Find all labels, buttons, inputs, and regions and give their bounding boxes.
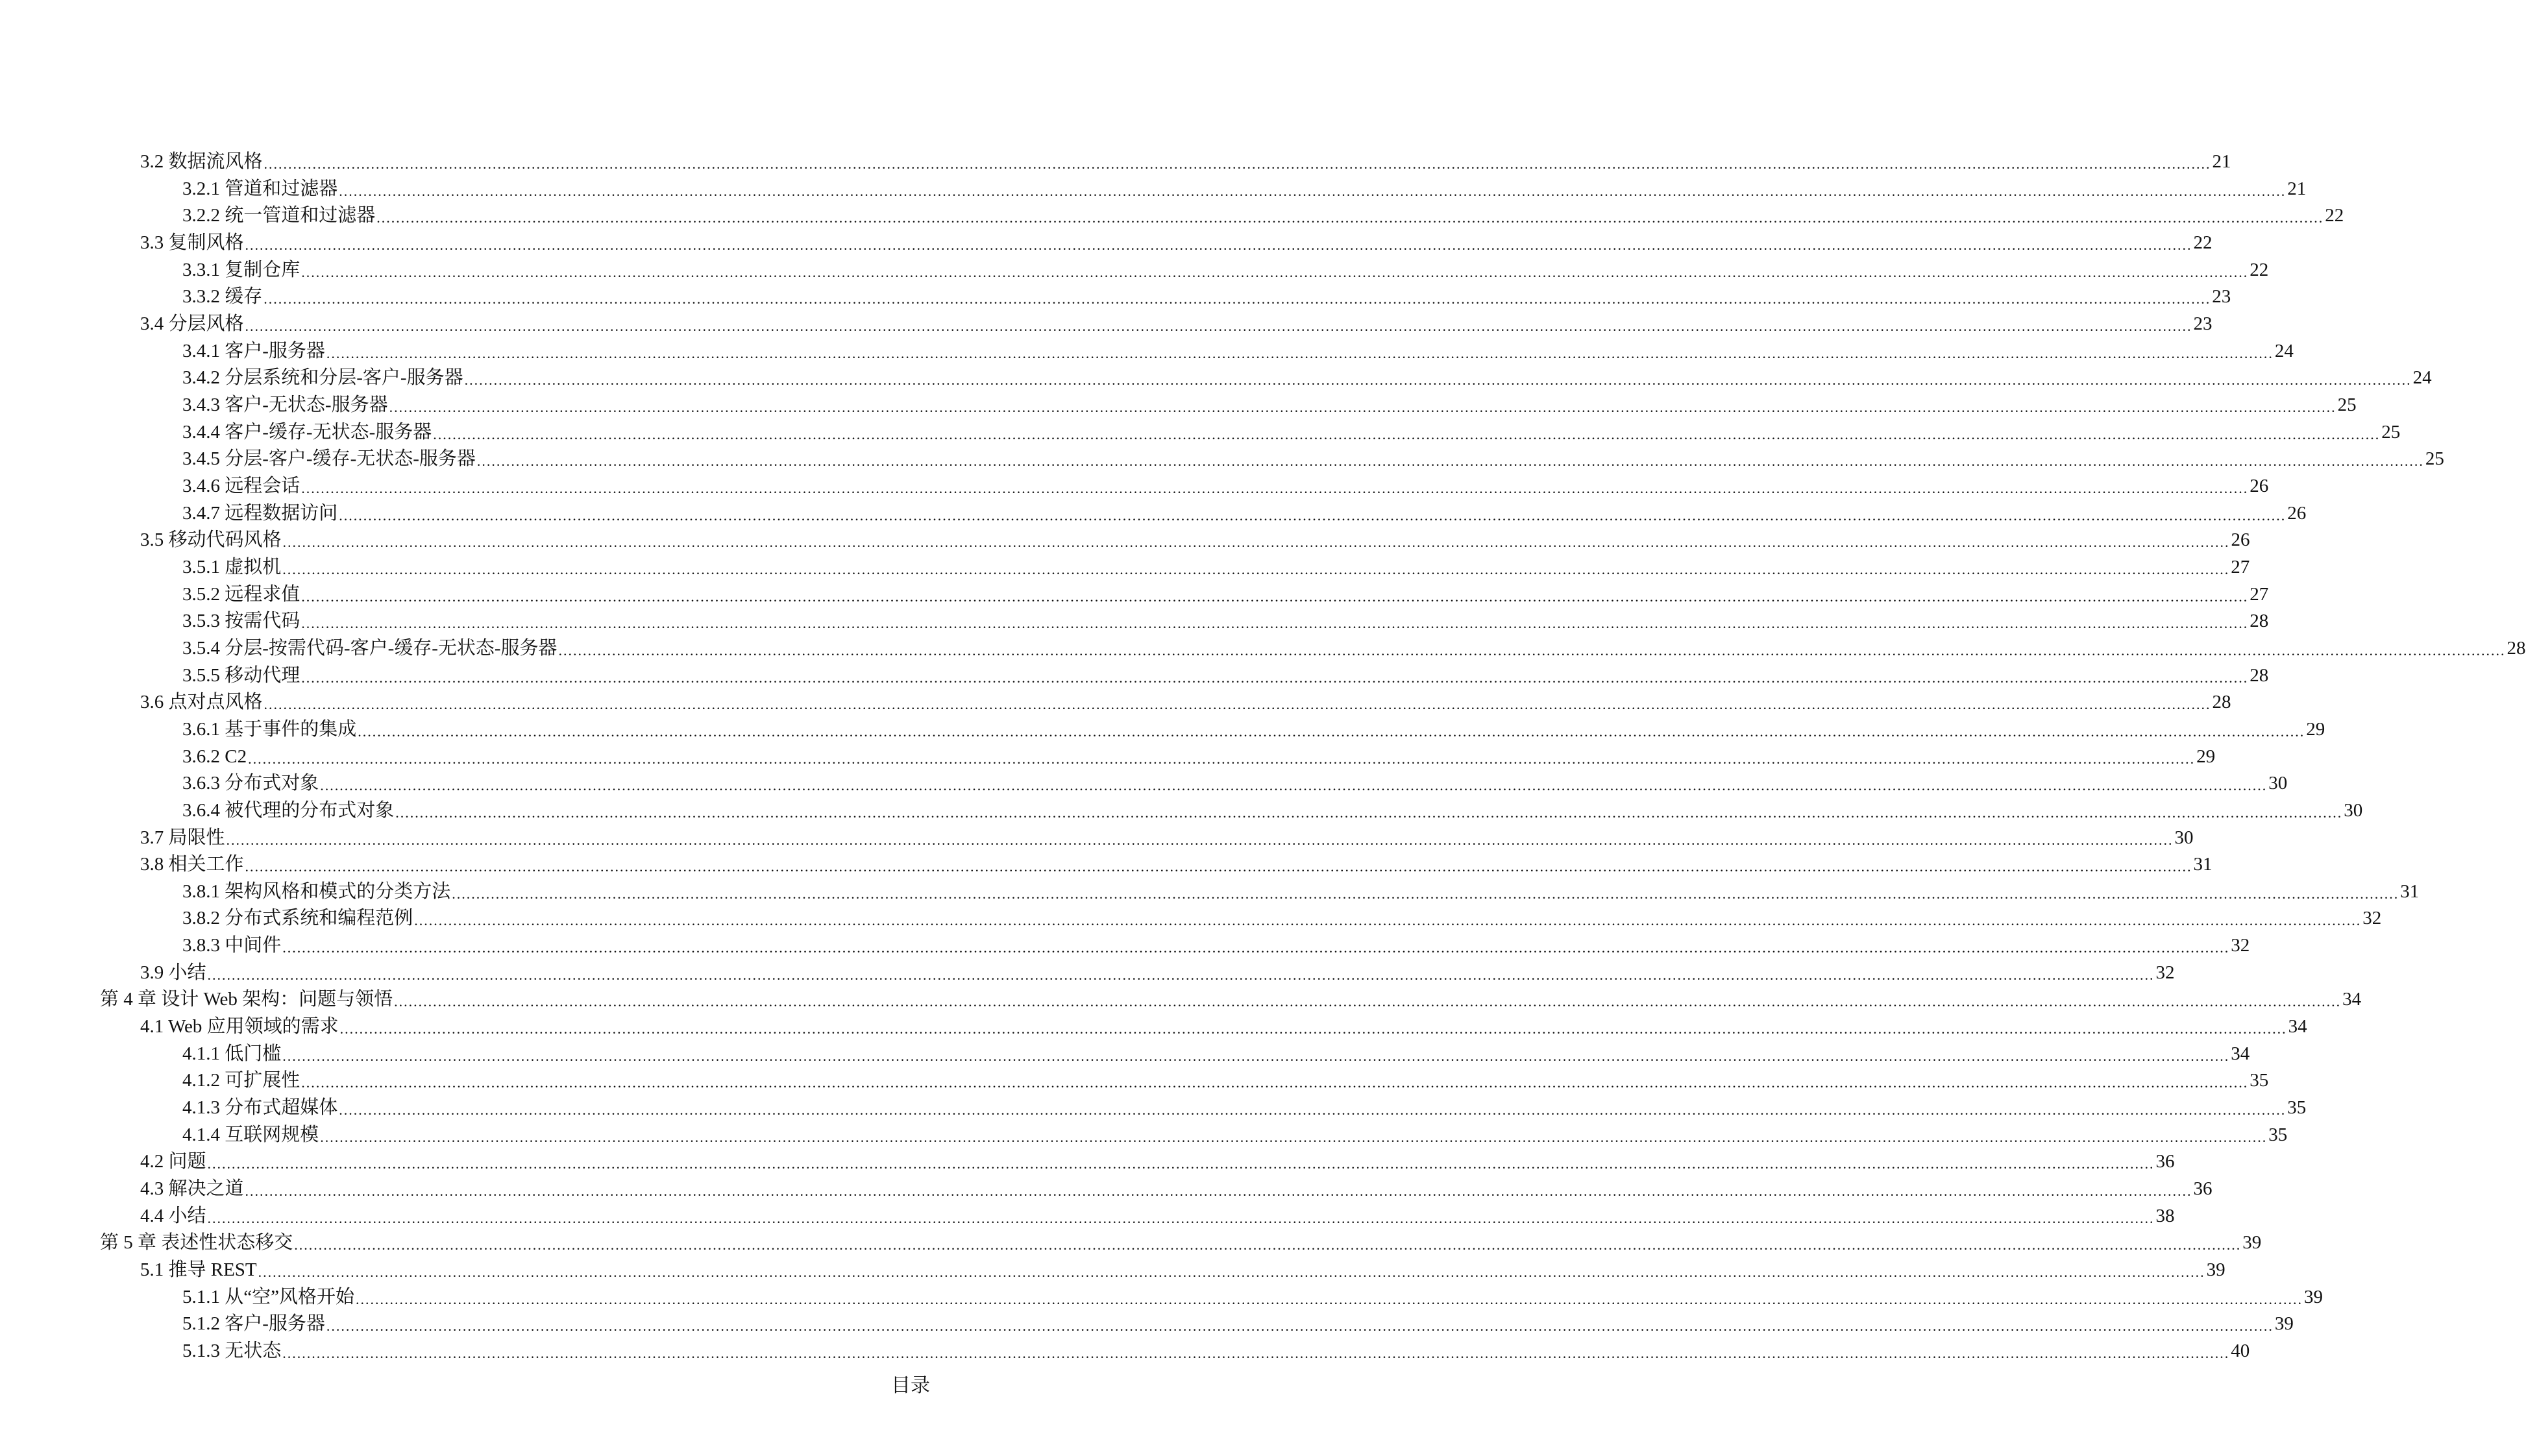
toc-entry[interactable]: [182, 581, 2269, 608]
toc-entry[interactable]: [140, 959, 2175, 986]
toc-entry-title: 5.1.3 无状态: [182, 1341, 282, 1362]
toc-entry-title: 3.5.3 按需代码: [182, 611, 300, 632]
dot-leader: ................................................................................................................................................................................................................................................................................................................................................................................................................: [245, 236, 2192, 253]
toc-entry-page-number: 39: [2206, 1259, 2226, 1281]
dot-leader: ................................................................................................................................................................................................................................................................................................................................................................................................................: [248, 750, 2196, 767]
toc-entry[interactable]: [182, 1067, 2269, 1094]
toc-entry-page-number: 23: [2212, 286, 2231, 308]
toc-entry-page-number: 29: [2196, 746, 2216, 767]
toc-entry[interactable]: [182, 743, 2216, 770]
toc-entry-title: 3.4.6 远程会话: [182, 475, 300, 496]
dot-leader: ................................................................................................................................................................................................................................................................................................................................................................................................................: [326, 1318, 2274, 1335]
toc-entry-title: 3.4.5 分层-客户-缓存-无状态-服务器: [182, 448, 476, 470]
dot-leader: ................................................................................................................................................................................................................................................................................................................................................................................................................: [207, 966, 2155, 983]
toc-entry-page-number: 21: [2287, 178, 2307, 199]
toc-entry-title: 3.4.1 客户-服务器: [182, 340, 325, 361]
toc-entry[interactable]: [182, 1040, 2250, 1067]
toc-entry[interactable]: [100, 986, 2362, 1013]
toc-entry[interactable]: [182, 175, 2307, 202]
dot-leader: ................................................................................................................................................................................................................................................................................................................................................................................................................: [301, 1074, 2249, 1091]
toc-entry-page-number: 30: [2344, 799, 2363, 821]
dot-leader: ................................................................................................................................................................................................................................................................................................................................................................................................................: [356, 1291, 2303, 1307]
toc-entry-title: 3.6.1 基于事件的集成: [182, 718, 357, 740]
toc-entry-title: 4.1.4 互联网规模: [182, 1124, 319, 1145]
toc-entry-title: 第 5 章 表述性状态移交: [100, 1232, 293, 1254]
toc-entry-title: 3.3.1 复制仓库: [182, 259, 300, 280]
toc-entry-page-number: 35: [2268, 1124, 2288, 1145]
dot-leader: ................................................................................................................................................................................................................................................................................................................................................................................................................: [433, 426, 2381, 443]
dot-leader: ................................................................................................................................................................................................................................................................................................................................................................................................................: [301, 588, 2249, 605]
dot-leader: ................................................................................................................................................................................................................................................................................................................................................................................................................: [339, 507, 2287, 524]
dot-leader: ................................................................................................................................................................................................................................................................................................................................................................................................................: [264, 291, 2211, 308]
toc-entry-title: 3.2.2 统一管道和过滤器: [182, 205, 376, 226]
toc-entry[interactable]: [182, 283, 2231, 310]
dot-leader: ................................................................................................................................................................................................................................................................................................................................................................................................................: [282, 534, 2230, 551]
toc-entry[interactable]: [182, 1121, 2288, 1148]
toc-entry-title: 3.4 分层风格: [140, 313, 244, 334]
toc-entry-title: 3.6.2 C2: [182, 746, 247, 767]
toc-entry[interactable]: [140, 148, 2231, 175]
toc-entry-page-number: 39: [2242, 1232, 2262, 1254]
toc-entry[interactable]: [182, 391, 2357, 419]
toc-entry-page-number: 36: [2155, 1151, 2175, 1172]
toc-entry[interactable]: [182, 1283, 2323, 1311]
dot-leader: ................................................................................................................................................................................................................................................................................................................................................................................................................: [301, 263, 2249, 280]
toc-entry[interactable]: [182, 419, 2401, 446]
toc-entry-page-number: 22: [2250, 259, 2269, 280]
toc-entry-title: 3.4.7 远程数据访问: [182, 502, 338, 524]
toc-entry[interactable]: [140, 526, 2250, 553]
dot-leader: ................................................................................................................................................................................................................................................................................................................................................................................................................: [452, 885, 2399, 902]
toc-entry-title: 5.1.2 客户-服务器: [182, 1313, 325, 1335]
toc-entry-page-number: 32: [2362, 908, 2382, 929]
toc-entry-title: 3.6.4 被代理的分布式对象: [182, 799, 395, 821]
toc-entry-page-number: 30: [2268, 773, 2288, 794]
toc-entry-page-number: 22: [2193, 232, 2213, 253]
toc-entry[interactable]: [182, 256, 2269, 284]
toc-entry-title: 3.8 相关工作: [140, 854, 244, 875]
toc-entry-title: 5.1.1 从“空”风格开始: [182, 1286, 354, 1307]
dot-leader: ................................................................................................................................................................................................................................................................................................................................................................................................................: [301, 479, 2249, 496]
toc-entry-title: 4.1.1 低门槛: [182, 1043, 282, 1064]
toc-entry-page-number: 22: [2325, 205, 2344, 226]
toc-entry-title: 3.6.3 分布式对象: [182, 773, 319, 794]
toc-entry[interactable]: [182, 904, 2382, 932]
dot-leader: ................................................................................................................................................................................................................................................................................................................................................................................................................: [294, 1237, 2242, 1254]
toc-entry-title: 4.2 问题: [140, 1151, 206, 1172]
toc-entry-title: 第 4 章 设计 Web 架构：问题与领悟: [100, 989, 393, 1010]
dot-leader: ................................................................................................................................................................................................................................................................................................................................................................................................................: [245, 317, 2192, 334]
dot-leader: ................................................................................................................................................................................................................................................................................................................................................................................................................: [207, 1156, 2155, 1172]
toc-entry-title: 3.8.3 中间件: [182, 935, 282, 956]
toc-entry-title: 3.5 移动代码风格: [140, 529, 282, 551]
toc-entry[interactable]: [182, 500, 2307, 527]
toc-entry[interactable]: [182, 364, 2432, 391]
toc-entry[interactable]: [182, 635, 2526, 662]
toc-entry-page-number: 32: [2231, 935, 2250, 956]
dot-leader: ................................................................................................................................................................................................................................................................................................................................................................................................................: [476, 453, 2424, 470]
dot-leader: ................................................................................................................................................................................................................................................................................................................................................................................................................: [464, 372, 2412, 389]
toc-entry[interactable]: [182, 553, 2250, 581]
toc-entry-page-number: 35: [2250, 1070, 2269, 1091]
toc-entry[interactable]: [182, 472, 2269, 500]
toc-entry-title: 3.4.2 分层系统和分层-客户-服务器: [182, 367, 463, 389]
toc-entry-page-number: 31: [2193, 854, 2213, 875]
dot-leader: ................................................................................................................................................................................................................................................................................................................................................................................................................: [301, 615, 2249, 632]
toc-entry-title: 3.3.2 缓存: [182, 286, 263, 308]
dot-leader: ................................................................................................................................................................................................................................................................................................................................................................................................................: [339, 1021, 2287, 1037]
dot-leader: ................................................................................................................................................................................................................................................................................................................................................................................................................: [395, 804, 2343, 821]
dot-leader: ................................................................................................................................................................................................................................................................................................................................................................................................................: [414, 912, 2362, 929]
toc-entry-title: 3.5.1 虚拟机: [182, 556, 282, 577]
toc-entry[interactable]: [140, 824, 2194, 851]
dot-leader: ................................................................................................................................................................................................................................................................................................................................................................................................................: [245, 1183, 2192, 1200]
toc-entry[interactable]: [140, 1013, 2307, 1040]
toc-entry[interactable]: [140, 851, 2213, 878]
toc-entry[interactable]: [182, 878, 2420, 905]
toc-entry[interactable]: [182, 607, 2269, 635]
dot-leader: ................................................................................................................................................................................................................................................................................................................................................................................................................: [282, 1345, 2230, 1362]
toc-entry-page-number: 35: [2287, 1097, 2307, 1119]
toc-entry-title: 3.4.4 客户-缓存-无状态-服务器: [182, 421, 432, 443]
toc-entry[interactable]: [182, 716, 2325, 743]
dot-leader: ................................................................................................................................................................................................................................................................................................................................................................................................................: [282, 940, 2230, 956]
dot-leader: ................................................................................................................................................................................................................................................................................................................................................................................................................: [339, 1102, 2287, 1119]
toc-entry[interactable]: [182, 445, 2444, 472]
dot-leader: ................................................................................................................................................................................................................................................................................................................................................................................................................: [339, 182, 2287, 199]
toc-entry[interactable]: [182, 932, 2250, 959]
toc-entry-page-number: 31: [2400, 880, 2420, 902]
dot-leader: ................................................................................................................................................................................................................................................................................................................................................................................................................: [301, 669, 2249, 686]
toc-entry[interactable]: [182, 337, 2294, 365]
toc-entry-title: 3.5.4 分层-按需代码-客户-缓存-无状态-服务器: [182, 637, 558, 659]
toc-entry-page-number: 34: [2288, 1016, 2307, 1037]
toc-entry-page-number: 23: [2193, 313, 2213, 334]
toc-entry[interactable]: [182, 662, 2269, 689]
toc-entry[interactable]: [182, 1094, 2307, 1121]
toc-entry-title: 3.9 小结: [140, 962, 206, 983]
toc-entry-page-number: 25: [2381, 421, 2401, 443]
dot-leader: ................................................................................................................................................................................................................................................................................................................................................................................................................: [282, 1047, 2230, 1064]
toc-entry[interactable]: [140, 1202, 2175, 1230]
toc-entry-page-number: 40: [2231, 1341, 2250, 1362]
toc-entry-page-number: 39: [2274, 1313, 2294, 1335]
toc-entry-page-number: 39: [2304, 1286, 2323, 1307]
dot-leader: ................................................................................................................................................................................................................................................................................................................................................................................................................: [245, 858, 2192, 875]
toc-entry-page-number: 26: [2287, 502, 2307, 524]
toc-entry[interactable]: [140, 310, 2213, 337]
dot-leader: ................................................................................................................................................................................................................................................................................................................................................................................................................: [394, 993, 2342, 1010]
toc-entry-page-number: 30: [2174, 827, 2194, 848]
toc-entry-title: 3.4.3 客户-无状态-服务器: [182, 394, 388, 415]
dot-leader: ................................................................................................................................................................................................................................................................................................................................................................................................................: [389, 398, 2336, 415]
toc-entry-page-number: 36: [2193, 1178, 2213, 1200]
dot-leader: ................................................................................................................................................................................................................................................................................................................................................................................................................: [226, 831, 2174, 848]
toc-entry-page-number: 28: [2212, 692, 2231, 713]
toc-entry-page-number: 34: [2231, 1043, 2250, 1064]
toc-entry-title: 3.5.2 远程求值: [182, 583, 300, 605]
toc-entry-title: 4.3 解决之道: [140, 1178, 244, 1200]
toc-entry-title: 3.7 局限性: [140, 827, 225, 848]
toc-entry-title: 3.2 数据流风格: [140, 151, 263, 172]
dot-leader: ................................................................................................................................................................................................................................................................................................................................................................................................................: [264, 696, 2211, 713]
dot-leader: ................................................................................................................................................................................................................................................................................................................................................................................................................: [358, 723, 2305, 740]
dot-leader: ................................................................................................................................................................................................................................................................................................................................................................................................................: [282, 561, 2230, 577]
toc-entry-title: 4.1 Web 应用领域的需求: [140, 1016, 339, 1037]
toc-entry-page-number: 28: [2250, 611, 2269, 632]
toc-entry[interactable]: [182, 770, 2288, 797]
toc-entry-page-number: 24: [2412, 367, 2432, 389]
toc-entry-title: 3.6 点对点风格: [140, 692, 263, 713]
toc-entry[interactable]: [100, 1229, 2262, 1256]
toc-entry-page-number: 26: [2250, 475, 2269, 496]
toc-entry-title: 3.3 复制风格: [140, 232, 244, 253]
toc-entry-page-number: 28: [2507, 637, 2526, 659]
toc-entry-page-number: 32: [2155, 962, 2175, 983]
toc-entry-title: 3.2.1 管道和过滤器: [182, 178, 338, 199]
dot-leader: ................................................................................................................................................................................................................................................................................................................................................................................................................: [326, 345, 2274, 361]
toc-entry-page-number: 38: [2155, 1205, 2175, 1226]
dot-leader: ................................................................................................................................................................................................................................................................................................................................................................................................................: [320, 1128, 2268, 1145]
toc-entry-page-number: 25: [2425, 448, 2444, 470]
toc-entry-title: 4.1.2 可扩展性: [182, 1070, 300, 1091]
dot-leader: ................................................................................................................................................................................................................................................................................................................................................................................................................: [320, 777, 2268, 794]
toc-entry-page-number: 28: [2250, 664, 2269, 686]
toc-entry[interactable]: [140, 688, 2231, 716]
toc-entry-page-number: 27: [2250, 583, 2269, 605]
toc-entry-page-number: 26: [2231, 529, 2250, 551]
toc-entry-title: 5.1 推导 REST: [140, 1259, 257, 1281]
toc-entry[interactable]: [140, 1256, 2226, 1283]
toc-entry-page-number: 27: [2231, 556, 2250, 577]
toc-entry-page-number: 34: [2342, 989, 2362, 1010]
toc-entry-title: 4.4 小结: [140, 1205, 206, 1226]
toc-entry-title: 3.8.1 架构风格和模式的分类方法: [182, 880, 451, 902]
toc-entry-title: 3.5.5 移动代理: [182, 664, 300, 686]
dot-leader: ................................................................................................................................................................................................................................................................................................................................................................................................................: [558, 642, 2506, 659]
toc-entry[interactable]: [182, 797, 2363, 824]
toc-entry-title: 3.8.2 分布式系统和编程范例: [182, 908, 413, 929]
dot-leader: ................................................................................................................................................................................................................................................................................................................................................................................................................: [207, 1209, 2155, 1226]
toc-entry[interactable]: [182, 1337, 2250, 1365]
toc-entry-page-number: 29: [2306, 718, 2325, 740]
page-footer-label: 目录: [891, 1375, 930, 1396]
toc-entry-page-number: 24: [2274, 340, 2294, 361]
dot-leader: ................................................................................................................................................................................................................................................................................................................................................................................................................: [376, 210, 2324, 226]
toc-entry-page-number: 25: [2337, 394, 2357, 415]
toc-entry[interactable]: [140, 1175, 2213, 1202]
dot-leader: ................................................................................................................................................................................................................................................................................................................................................................................................................: [258, 1264, 2205, 1281]
toc-entry[interactable]: [140, 1148, 2175, 1175]
toc-entry[interactable]: [182, 1310, 2294, 1337]
toc-entry-title: 4.1.3 分布式超媒体: [182, 1097, 338, 1119]
toc-entry[interactable]: [182, 202, 2344, 229]
toc-entry-page-number: 21: [2212, 151, 2231, 172]
dot-leader: ................................................................................................................................................................................................................................................................................................................................................................................................................: [264, 156, 2211, 172]
toc-entry[interactable]: [140, 229, 2213, 256]
